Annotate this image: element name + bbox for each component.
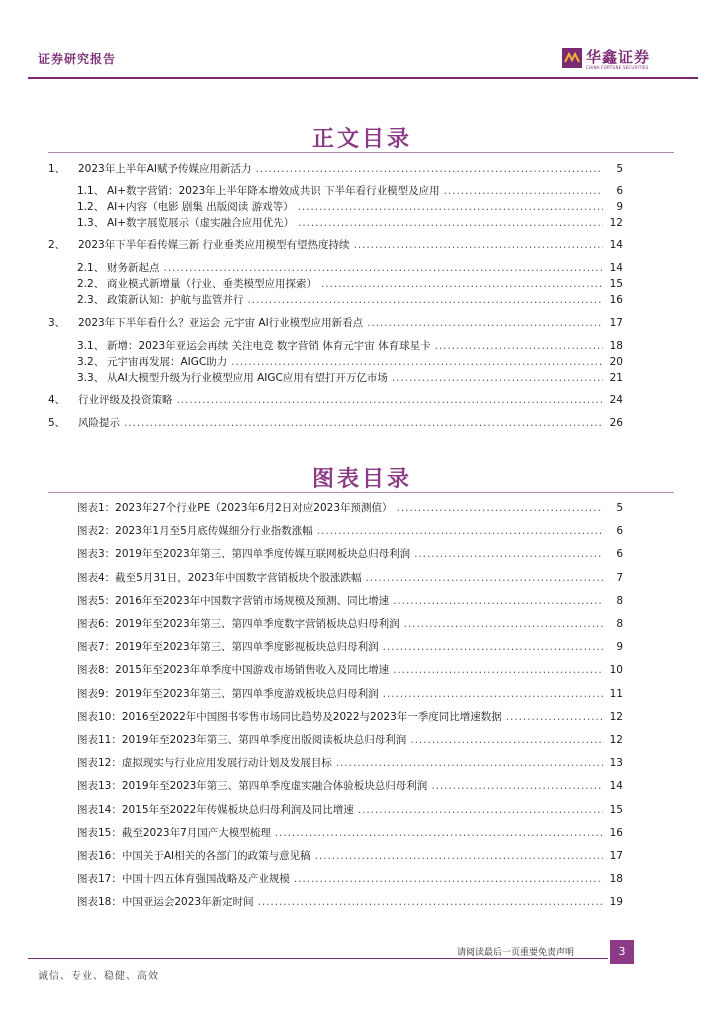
- figure-entry[interactable]: [77, 732, 623, 748]
- toc-entry-title: AI+内容（电影 剧集 出版阅读 游戏等）: [107, 201, 294, 213]
- toc-entry-page: 6: [616, 185, 623, 197]
- figure-entry-title: 图表6：2019年至2023年第三、第四单季度数字营销板块总归母利润: [77, 618, 400, 630]
- toc-entry-number: 2、: [48, 239, 66, 251]
- toc-entry-title: 2023年下半年看什么？亚运会 元宇宙 AI行业模型应用新看点: [78, 317, 364, 329]
- toc-entry-leader: [444, 183, 603, 199]
- figure-entry-page: 6: [616, 525, 623, 537]
- toc-entry[interactable]: [77, 215, 623, 231]
- figure-entry-title: 图表13：2019年至2023年第三、第四单季度虚实融合体验板块总归母利润: [77, 780, 428, 792]
- figure-entry-leader: [393, 593, 603, 609]
- company-logo-english: CHINA FORTUNE SECURITIES: [586, 65, 649, 70]
- figure-entry-leader: [336, 755, 603, 771]
- figure-entry-title: 图表15：截至2023年7月国产大模型梳理: [77, 827, 271, 839]
- figure-entry-page: 17: [609, 850, 623, 862]
- report-type-label: 证券研究报告: [38, 52, 117, 66]
- toc-entry[interactable]: [77, 292, 623, 308]
- figure-entry-page: 12: [609, 711, 623, 723]
- toc-entry-page: 21: [609, 372, 623, 384]
- toc-entry-number: 3.3、: [77, 372, 105, 384]
- figure-entry[interactable]: [77, 755, 623, 771]
- company-logo: [562, 46, 672, 74]
- figure-entry-page: 6: [616, 548, 623, 560]
- figures-title-divider: [48, 492, 674, 493]
- figure-entry-page: 9: [616, 641, 623, 653]
- figure-entry-title: 图表9：2019年至2023年第三、第四单季度游戏板块总归母利润: [77, 688, 379, 700]
- toc-entry-title: 风险提示: [78, 417, 120, 429]
- toc-entry-page: 14: [609, 239, 623, 251]
- page-number: 3: [610, 940, 634, 964]
- figure-entry-page: 11: [609, 688, 623, 700]
- toc-entry[interactable]: [77, 260, 623, 276]
- figure-entry-leader: [393, 662, 603, 678]
- toc-entry-title: 财务新起点: [107, 262, 160, 274]
- figure-entry-leader: [404, 616, 603, 632]
- toc-entry[interactable]: [48, 161, 623, 177]
- toc-entry-number: 3、: [48, 317, 66, 329]
- toc-entry[interactable]: [48, 237, 623, 253]
- figure-entry[interactable]: [77, 639, 623, 655]
- figure-entry[interactable]: [77, 500, 623, 516]
- figure-entry[interactable]: [77, 778, 623, 794]
- figure-entry-title: 图表2：2023年1月至5月底传媒细分行业指数涨幅: [77, 525, 313, 537]
- figure-entry-page: 13: [609, 757, 623, 769]
- toc-entry-number: 4、: [48, 394, 66, 406]
- toc-entry-page: 16: [609, 294, 623, 306]
- company-logo-icon: [562, 48, 582, 68]
- toc-entry[interactable]: [77, 338, 623, 354]
- toc-entry-leader: [354, 237, 603, 253]
- toc-entry-page: 5: [616, 163, 623, 175]
- figure-entry-leader: [383, 639, 603, 655]
- figure-entry-leader: [383, 686, 603, 702]
- figure-entry[interactable]: [77, 894, 623, 910]
- footer-divider: [28, 958, 608, 959]
- toc-entry-title: 政策新认知：护航与监管并行: [107, 294, 244, 306]
- figure-entry-page: 14: [609, 780, 623, 792]
- figure-entry-leader: [506, 709, 603, 725]
- figure-entry[interactable]: [77, 848, 623, 864]
- toc-entry-page: 24: [609, 394, 623, 406]
- toc-entry-page: 26: [609, 417, 623, 429]
- toc-entry-number: 1.3、: [77, 217, 105, 229]
- toc-entry-page: 9: [616, 201, 623, 213]
- toc-entry-leader: [392, 370, 603, 386]
- figure-entry-page: 18: [609, 873, 623, 885]
- toc-entry-title: 商业模式新增量（行业、垂类模型应用探索）: [107, 278, 317, 290]
- figure-entry-leader: [365, 570, 603, 586]
- figure-entry-page: 8: [616, 595, 623, 607]
- toc-entry-page: 14: [609, 262, 623, 274]
- toc-entry-number: 2.1、: [77, 262, 105, 274]
- toc-entry-leader: [367, 315, 603, 331]
- figure-entry-leader: [258, 894, 603, 910]
- figure-entry-title: 图表17：中国十四五体育强国战略及产业规模: [77, 873, 290, 885]
- figure-entry-page: 16: [609, 827, 623, 839]
- figure-entry-page: 15: [609, 804, 623, 816]
- figure-entry-page: 5: [616, 502, 623, 514]
- figure-entry-title: 图表7：2019年至2023年第三、第四单季度影视板块总归母利润: [77, 641, 379, 653]
- figure-entry-page: 10: [609, 664, 623, 676]
- toc-entry-page: 20: [609, 356, 623, 368]
- toc-entry[interactable]: [77, 183, 623, 199]
- toc-title-divider: [48, 152, 674, 153]
- toc-entry-leader: [321, 276, 603, 292]
- toc-entry-page: 15: [609, 278, 623, 290]
- toc-entry[interactable]: [48, 392, 623, 408]
- toc-entry-leader: [177, 392, 604, 408]
- toc-entry-leader: [256, 161, 603, 177]
- toc-entry[interactable]: [77, 199, 623, 215]
- figure-entry-leader: [414, 546, 603, 562]
- toc-entry-number: 3.1、: [77, 340, 105, 352]
- toc-entry-title: 新增：2023年亚运会再续 关注电竞 数字营销 体育元宇宙 体育球星卡: [107, 340, 431, 352]
- toc-entry-number: 3.2、: [77, 356, 105, 368]
- toc-entry-number: 5、: [48, 417, 66, 429]
- figure-entry[interactable]: [77, 871, 623, 887]
- toc-entry-title: 从AI大模型升级为行业模型应用 AIGC应用有望打开万亿市场: [107, 372, 388, 384]
- toc-title: 正文目录: [311, 127, 412, 152]
- toc-entry-page: 18: [609, 340, 623, 352]
- figure-entry-title: 图表16：中国关于AI相关的各部门的政策与意见稿: [77, 850, 311, 862]
- figure-entry-leader: [358, 802, 603, 818]
- toc-entry-leader: [298, 199, 603, 215]
- toc-entry-title: 行业评级及投资策略: [78, 394, 173, 406]
- figure-entry[interactable]: [77, 546, 623, 562]
- company-motto: 诚信、专业、稳健、高效: [38, 971, 159, 982]
- figure-entry-leader: [431, 778, 603, 794]
- figure-entry-title: 图表1：2023年27个行业PE（2023年6月2日对应2023年预测值）: [77, 502, 393, 514]
- toc-entry[interactable]: [77, 354, 623, 370]
- figure-entry-title: 图表18：中国亚运会2023年新定时间: [77, 896, 254, 908]
- header-divider: [28, 77, 698, 79]
- toc-entry-title: AI+数字营销：2023年上半年降本增效成共识 下半年看行业模型及应用: [107, 185, 440, 197]
- figure-entry-page: 19: [609, 896, 623, 908]
- toc-entry-number: 2.3、: [77, 294, 105, 306]
- figure-entry[interactable]: [77, 802, 623, 818]
- figure-entry-leader: [315, 848, 603, 864]
- toc-entry-number: 1、: [48, 163, 66, 175]
- figure-entry-title: 图表10：2016至2022年中国图书零售市场同比趋势及2022与2023年一季度同比增速数据: [77, 711, 502, 723]
- figure-entry-title: 图表11：2019年至2023年第三、第四单季度出版阅读板块总归母利润: [77, 734, 407, 746]
- toc-entry-page: 17: [609, 317, 623, 329]
- toc-entry-title: 元宇宙再发展：AIGC助力: [107, 356, 228, 368]
- figure-entry[interactable]: [77, 662, 623, 678]
- figure-entry-title: 图表5：2016年至2023年中国数字营销市场规模及预测、同比增速: [77, 595, 390, 607]
- figure-entry-leader: [397, 500, 603, 516]
- toc-entry-leader: [298, 215, 603, 231]
- toc-entry-number: 2.2、: [77, 278, 105, 290]
- figures-title: 图表目录: [311, 467, 412, 492]
- toc-entry-leader: [124, 415, 603, 431]
- toc-entry[interactable]: [77, 276, 623, 292]
- figure-entry[interactable]: [77, 825, 623, 841]
- figure-entry-page: 12: [609, 734, 623, 746]
- figure-entry[interactable]: [77, 616, 623, 632]
- figure-entry-title: 图表14：2015年至2022年传媒板块总归母利润及同比增速: [77, 804, 354, 816]
- figure-entry-leader: [275, 825, 603, 841]
- figure-entry-page: 7: [616, 572, 623, 584]
- figure-entry-title: 图表3：2019年至2023年第三、第四单季度传媒互联网板块总归母利润: [77, 548, 411, 560]
- figure-entry-leader: [410, 732, 603, 748]
- toc-entry-title: 2023年下半年看传媒三新 行业垂类应用模型有望热度持续: [78, 239, 350, 251]
- figure-entry[interactable]: [77, 570, 623, 586]
- toc-entry-leader: [231, 354, 603, 370]
- disclaimer-note: 请阅读最后一页重要免责声明: [455, 945, 576, 958]
- toc-entry[interactable]: [77, 370, 623, 386]
- toc-entry-title: 2023年上半年AI赋予传媒应用新活力: [78, 163, 252, 175]
- figure-entry-title: 图表12：虚拟现实与行业应用发展行动计划及发展目标: [77, 757, 332, 769]
- figure-entry-leader: [294, 871, 603, 887]
- figure-entry-leader: [317, 523, 603, 539]
- company-logo-name: 华鑫证券: [586, 48, 651, 66]
- toc-entry-number: 1.2、: [77, 201, 105, 213]
- figure-entry[interactable]: [77, 523, 623, 539]
- figure-entry[interactable]: [77, 709, 623, 725]
- figure-entry[interactable]: [77, 686, 623, 702]
- figure-entry-page: 8: [616, 618, 623, 630]
- toc-entry[interactable]: [48, 315, 623, 331]
- figure-entry[interactable]: [77, 593, 623, 609]
- toc-entry-title: AI+数字展览展示（虚实融合应用优先）: [107, 217, 295, 229]
- toc-entry-page: 12: [609, 217, 623, 229]
- toc-entry-leader: [435, 338, 603, 354]
- toc-entry[interactable]: [48, 415, 623, 431]
- toc-entry-number: 1.1、: [77, 185, 105, 197]
- toc-entry-leader: [164, 260, 604, 276]
- toc-entry-leader: [248, 292, 604, 308]
- figure-entry-title: 图表8：2015年至2023年单季度中国游戏市场销售收入及同比增速: [77, 664, 390, 676]
- figure-entry-title: 图表4：截至5月31日，2023年中国数字营销板块个股涨跌幅: [77, 572, 362, 584]
